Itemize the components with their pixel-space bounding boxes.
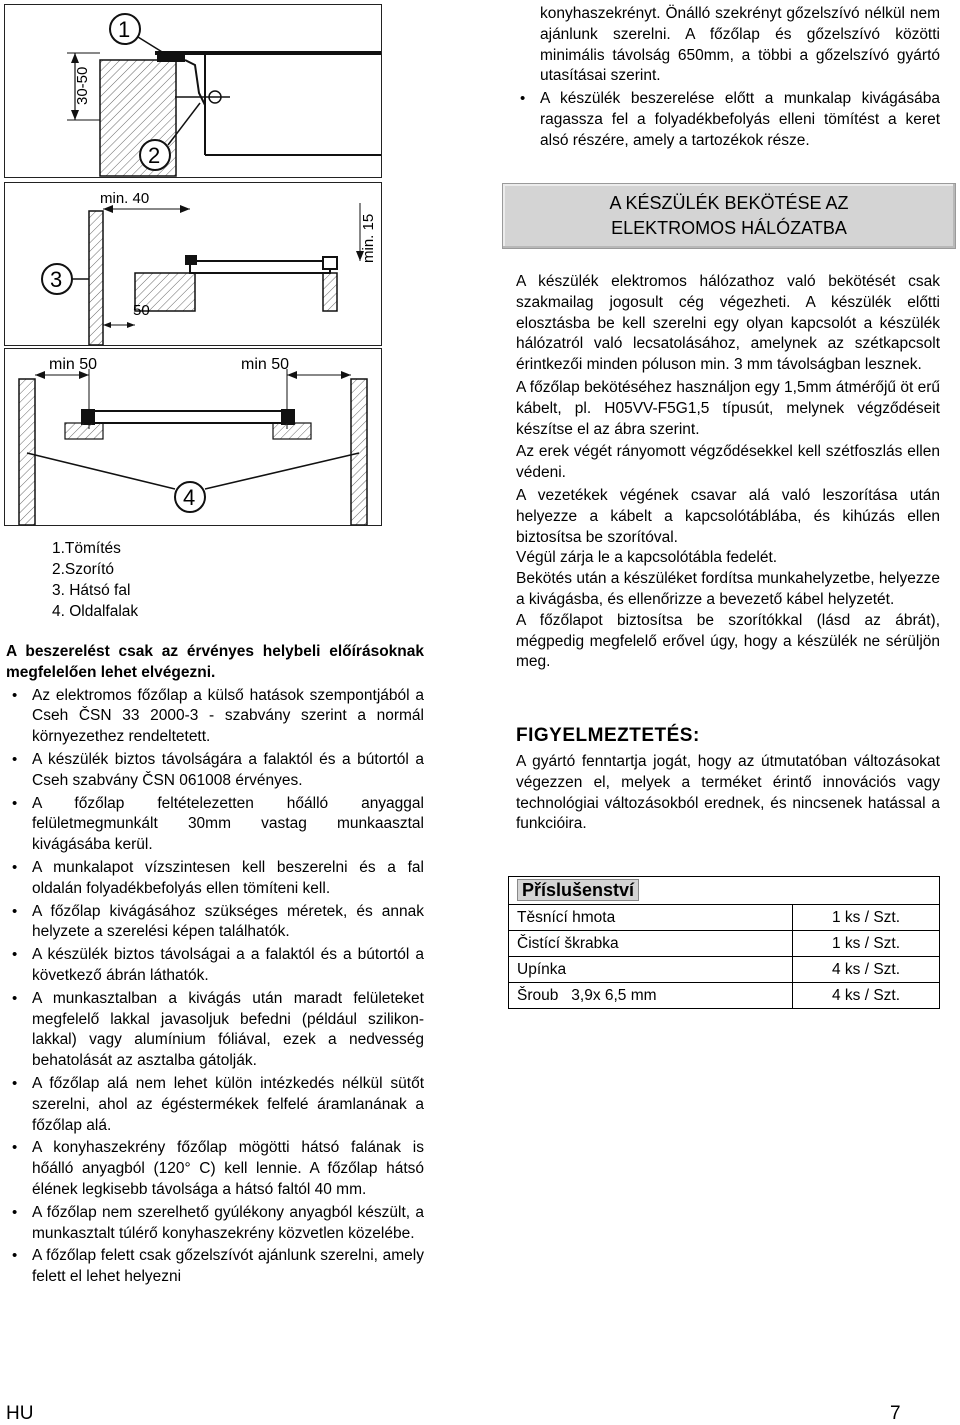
marker-3: 3	[50, 267, 63, 292]
table-header-row	[509, 877, 940, 905]
footer-language: HU	[6, 1403, 34, 1424]
figure-side-wall-distance	[4, 348, 382, 526]
figure-back-wall-distance	[4, 182, 382, 346]
accessories-table	[508, 876, 940, 1009]
accessory-qty: 1 ks / Szt.	[793, 931, 940, 957]
warning-title: FIGYELMEZTETÉS:	[516, 725, 700, 746]
section-heading	[502, 183, 956, 249]
list-item: • A főzőlap feltételezetten hőálló anyaggal felületmegmunkált 30mm vastag munkaasztal kivágásába kerül.	[6, 794, 424, 856]
figure-2-drawing	[5, 183, 381, 345]
legend-item: 2.Szorító	[52, 561, 115, 578]
accessory-qty: 4 ks / Szt.	[793, 957, 940, 983]
list-item: • A munkalapot vízszintesen kell beszerelni és a fal oldalán folyadékbefolyás ellen tömíteni kell.	[6, 858, 424, 900]
installation-intro: A beszerelést csak az érvényes helybeli előírásoknak megfelelően lehet elvégezni.	[6, 643, 424, 681]
list-item: • A főzőlap kivágásához szükséges méretek, és annak helyzete a szerelési képen találhatók.	[6, 902, 424, 944]
accessories-title-text: Příslušenství	[517, 879, 639, 901]
figure-3-drawing	[5, 349, 381, 525]
list-item: • A főzőlap felett csak gőzelszívót ajánlunk szerelni, amely felett el lehet helyezni	[6, 1246, 424, 1288]
hood-continuation: konyhaszekrényt. Önálló szekrényt gőzelszívó nélkül nem ajánlunk szerelni. A főzőlap és gőzelszívó közötti minimális távolság 650mm, a többi a gőzelszívó gyártó utasításai szerint.	[540, 5, 940, 85]
table-row	[509, 905, 940, 931]
table-row	[509, 957, 940, 983]
legend-item: 4. Oldalfalak	[52, 603, 139, 620]
dim-min-15: min. 15	[360, 213, 377, 263]
figure-1-drawing	[5, 5, 381, 177]
accessory-qty: 4 ks / Szt.	[793, 983, 940, 1009]
list-item: • A főzőlap nem szerelhető gyúlékony anyagból készült, a munkasztalt túlérő konyhaszekrény közvetlen közelébe.	[6, 1203, 424, 1245]
marker-1: 1	[118, 17, 131, 42]
left-column	[6, 642, 424, 1288]
dim-50: 50	[133, 302, 150, 319]
paragraph: A főzőlap bekötéséhez használjon egy 1,5mm átmérőjű öt erű kábelt, pl. H05VV-F5G1,5 típusút, melynek végződéseit készítse el az ábra szerint.	[516, 378, 940, 438]
accessory-item: Čistící škrabka	[509, 931, 793, 957]
list-item: • A készülék biztos távolságára a falaktól és a bútortól a Cseh szabvány ČSN 061008 érvényes.	[6, 750, 424, 792]
accessories-title	[509, 877, 940, 905]
connection-instructions	[516, 272, 940, 673]
legend-item: 1.Tömítés	[52, 540, 121, 557]
paragraph: A készülék elektromos hálózathoz való bekötését csak szakmailag jogosult cég végezheti. A készülék előtti elosztásba be kell szerelni egy olyan kapcsolót a készülék hálózatról való lecsatolásához, amelynek az szétkapcsolt érintkezői minden póluson min. 3 mm távolságban lesznek.	[516, 273, 940, 374]
paragraph: Végül zárja le a kapcsolótábla fedelét.	[516, 549, 778, 567]
section-heading-line2: ELEKTROMOS HÁLÓZATBA	[611, 218, 847, 238]
list-item: • A munkasztalban a kivágás után maradt felületeket megfelelő lakkal javasoljuk befedni (például szilikon-lakkal) vagy alumínium fóliával, ezek a nedvesség behatolását az asztalba gátolják.	[6, 989, 424, 1072]
section-heading-line1: A KÉSZÜLÉK BEKÖTÉSE AZ	[609, 193, 849, 213]
figure-legend	[52, 538, 138, 622]
table-row	[509, 931, 940, 957]
list-item: • A készülék biztos távolságai a a falaktól és a bútortól a következő ábrán láthatók.	[6, 945, 424, 987]
page-number: 7	[890, 1403, 901, 1424]
dim-right-min-50: min 50	[241, 356, 290, 373]
dim-30-50: 30-50	[74, 66, 91, 105]
list-item: • A konyhaszekrény főzőlap mögötti hátsó falának is hőálló anyagból (120° C) kell lennie. A főzőlap hátsó élének legkisebb távolsága a hátsó faltól 40 mm.	[6, 1138, 424, 1200]
list-item: • A főzőlap alá nem lehet külön intézkedés nélkül sütőt szerelni, ahol az égéstermékek felfelé áramlanának a főzőlap alá.	[6, 1074, 424, 1136]
installation-rules-list	[6, 686, 424, 1288]
paragraph: A vezetékek végének csavar alá való leszorítása után helyezze a kábelt a kapcsolótáblába, és kihúzás ellen biztosítsa be szorítóval.	[516, 486, 940, 546]
accessory-item: Těsnící hmota	[509, 905, 793, 931]
paragraph: Az erek végét rányomott végződésekkel kell szétfoszlás ellen védeni.	[516, 443, 940, 482]
dim-left-min-50: min 50	[49, 356, 98, 373]
seal-instruction-list	[514, 89, 940, 151]
list-item: • Az elektromos főzőlap a külső hatások szempontjából a Cseh ČSN 33 2000-3 - szabvány szerint a normál környezethez rendeltetett.	[6, 686, 424, 748]
table-row	[509, 983, 940, 1009]
legend-item: 3. Hátsó fal	[52, 582, 131, 599]
paragraph: Bekötés után a készüléket fordítsa munkahelyzetbe, helyezze a kivágásba, és ellenőrizze a bevezető kábel helyzetét.	[516, 570, 940, 608]
paragraph: A főzőlapot biztosítsa be szorítókkal (lásd az ábrát), mégpedig megfelelő erővel úgy, hogy a készülék ne sérüljön meg.	[516, 611, 940, 671]
figure-seal-clamp	[4, 4, 382, 178]
list-item: • A készülék beszerelése előtt a munkalap kivágásába ragassza fel a folyadékbefolyás elleni tömítést a keret alsó részére, amely a tartozékok része.	[514, 89, 940, 151]
dim-min-40: min. 40	[100, 190, 150, 207]
warning-text: A gyártó fenntartja jogát, hogy az útmutatóban változásokat végezzen el, melyek a terméket érintő innovációs vagy technológiai változásokból erednek, és nincsenek hatással a funkcióira.	[516, 753, 940, 833]
marker-2: 2	[148, 143, 161, 168]
accessory-item: Šroub 3,9x 6,5 mm	[509, 983, 793, 1009]
marker-4: 4	[183, 485, 196, 510]
accessory-qty: 1 ks / Szt.	[793, 905, 940, 931]
accessory-item: Upínka	[509, 957, 793, 983]
right-column-top	[514, 4, 940, 152]
